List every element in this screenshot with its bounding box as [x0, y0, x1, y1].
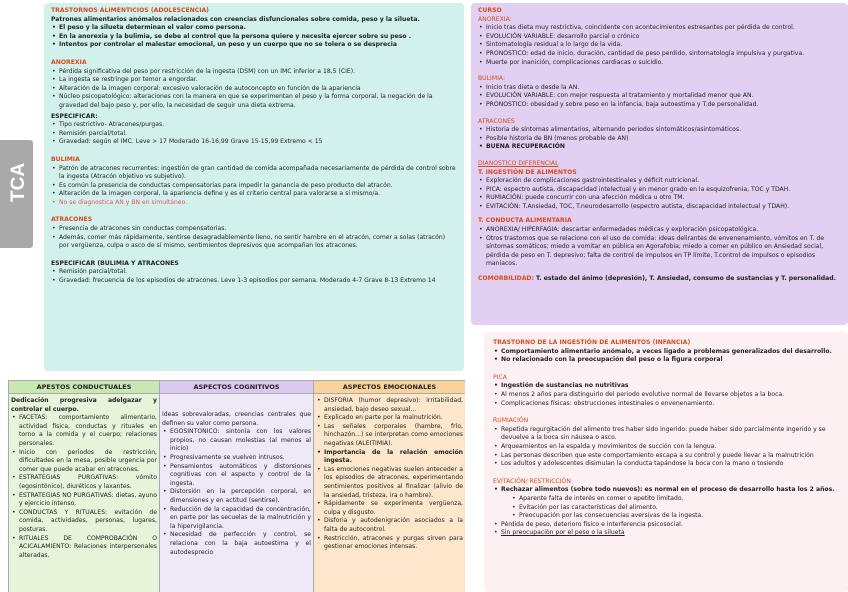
- list-item: • Progresivamente se vuelven intrusos.: [162, 454, 311, 463]
- list-item: • Núcleo psicopatológico: alteraciones con la manera en que se experimentan el peso y la forma corporal, la negación de la gravedad del bajo peso y, por ello, la necesidad de seguir una dieta extrema.: [51, 93, 457, 110]
- list-item: • EVOLUCIÓN VARIABLE: desarrollo parcial o crónico: [478, 33, 841, 42]
- list-item: • Tipo restrictivo- Atracones/purgas.: [51, 121, 457, 130]
- conductual-list: [11, 414, 157, 560]
- list-item: • Gravedad: frecuencia de los episodios de atracones. Leve 1-3 episodios por semana. Moderado 4-7 Grave 8-13 Extremo 14: [51, 277, 457, 286]
- list-item: • Rechazar alimentos (sobre todo nuevos): es normal en el proceso de desarrollo hasta los 2 años.: [493, 486, 839, 495]
- list-item: • EVITACIÓN: T.Ansiedad, TOC, T.neurodesarrollo (espectro autista, discapacidad intelectual y TDAH).: [478, 203, 841, 212]
- list-item: • Historia de síntomas alimentarios, alternando periodos sintomáticos/asintomáticos.: [478, 126, 841, 135]
- dx-subtitle: T. INGESTIÓN DE ALIMENTOS: [478, 168, 577, 176]
- evitacion-title: EVITACIÓN/ RESTRICCIÓN: [493, 477, 571, 485]
- list-item: • Las señales corporales (hambre, frío, hinchazón...) se interpretan como emociones negativas (ALEITIMIA).: [316, 423, 463, 449]
- list-item: • ESTRATEGIAS NO PURGATIVAS: dietas, ayuno y ejercicio intenso.: [11, 492, 157, 509]
- list-item: • Pensamientos automáticos y distorsiones cognitivas con el aspecto y control de la ingesta.: [162, 463, 311, 489]
- list-item: • En la anorexia y la bulimia, se debe al control que la persona quiere y necesita ejercer sobre su peso .: [51, 33, 457, 42]
- list-item: • Complicaciones físicas: obstrucciones intestinales o envenenamiento.: [493, 400, 839, 409]
- dx-title: DIANOSTICO DIFERENCIAL: [478, 159, 559, 167]
- emocional-column: [314, 381, 465, 592]
- list-item: • Ingestión de sustancias no nutritivas: [493, 382, 839, 391]
- curso-anorexia-title: ANOREXIA:: [478, 15, 512, 23]
- list-item: • Los adultos y adolescentes disimulan la conducta tapándose la boca con la mano o tosiendo: [493, 460, 839, 469]
- curso-atracones-title: ATRACONES: [478, 117, 515, 125]
- list-item: • Aparente falta de interés en comer o apetito limitado.: [511, 495, 839, 504]
- list-item: • CONDUCTAS Y RITUALES: evitación de comida, actividades, personas, lugares, posturas.: [11, 509, 157, 535]
- anorexia-title: ANOREXIA: [51, 58, 87, 66]
- list-item: • Muerte por inanición, complicaciones cardiacas o suicidio.: [478, 59, 841, 68]
- tca-side-tab[interactable]: [0, 140, 33, 248]
- list-item: • Reducción de la capacidad de concentración, en parte por las secuelas de la malnutrición y la hipervigilancia.: [162, 506, 311, 532]
- especificar2-title: ESPECIFICAR (BULIMIA Y ATRACONES: [51, 259, 179, 267]
- list-item: • RITUALES DE COMPROBACIÓN O ACICALAMIENTO: Relaciones interpersonales alteradas.: [11, 535, 157, 561]
- atracones-title: ATRACONES: [51, 216, 93, 224]
- list-item: • El peso y la silueta determinan el valor como persona.: [51, 24, 457, 33]
- aspects-table: [8, 380, 465, 592]
- curso-anorexia-list: [478, 24, 841, 67]
- list-item: • Patrón de atracones recurrentes: ingestión de gran cantidad de comida acompañada necesariamente de pérdida de control sobre la ingesta (Atracón objetivo vs subjetivo).: [51, 165, 457, 182]
- anorexia-list: [51, 68, 457, 111]
- list-item: • Alteración de la imagen corporal, la apariencia define y es el criterio central para valorarse a sí mismo/a.: [51, 190, 457, 199]
- list-item: • Las personas describen que este comportamiento escapa a su control y puede llevar a la malnutrición: [493, 452, 839, 461]
- conductual-column: [9, 381, 160, 592]
- curso-bulimia-title: BULIMIA:: [478, 75, 506, 83]
- pica-title: PICA: [493, 373, 507, 381]
- list-item: • Pérdida significativa del peso por restricción de la ingesta (DSM) con un IMC inferior a 18,5 (CIE).: [51, 68, 457, 77]
- list-item: • Además, comer más rápidamente, sentirse desagradablemente lleno, no sentir hambre en el atracón, comer a solas (atracón) por vergüenza, culpa o asco de sí mismo, sentimientos depresivos que acompañan los atracones.: [51, 234, 457, 251]
- list-item: • Las emociones negativas suelen anteceder a los episodios de atracones, experimentando sentimientos positivos al finalizar (alivio de la ansiedad, tristeza, ira o hambre).: [316, 466, 463, 500]
- rumiacion-list: [493, 426, 839, 469]
- conductual-header: APESTOS CONDUCTUALES: [9, 381, 159, 394]
- list-item: • Evitación por las características del alimento.: [511, 504, 839, 513]
- list-item: • DISFORIA (humor depresivo): irritabilidad, ansiedad, bajo deseo sexual...: [316, 397, 463, 414]
- list-item: • ANOREXIA/ HIPERFAGIA: descartar enfermedades médicas y exploración psicopatológica.: [478, 226, 841, 235]
- list-item: • Restricción, atracones y purgas sirven para gestionar emociones intensas.: [316, 535, 463, 552]
- list-item: • Pérdida de peso, deterioro físico e interferencia psicosocial.: [493, 521, 839, 530]
- curso-panel: [471, 3, 848, 325]
- dx-list: [478, 177, 841, 211]
- rumiacion-title: RUMIACIÓN: [493, 417, 529, 425]
- list-item: • Al menos 2 años para distinguirlo del periodo evolutivo normal de llevarse objetos a la boca.: [493, 391, 839, 400]
- list-item: • Comportamiento alimentario anómalo, a veces ligado a problemas generalizados del desarrollo.: [493, 348, 839, 357]
- list-item: • Inicio con periodos de restricción, dificultades en la mesa, posible urgencia por comer que puede acabar en atracones.: [11, 449, 157, 475]
- bulimia-list: [51, 165, 457, 208]
- list-item: • PICA: espectro autista, discapacidad intelectual y en menor grado en la esquizofrenia, TOC y TDAH.: [478, 186, 841, 195]
- list-item: • Sin preocupación por el peso o la silueta: [493, 529, 839, 538]
- list-item: • Repetida regurgitación del alimento tres haber sido ingerido: puede haber sido parcialmente ingerido y se devuelve a la boca sin náusea o asco.: [493, 426, 839, 443]
- list-item: • Otros trastornos que se relacione con el uso de comida: ideas delirantes de envenenamiento, vómitos en T. de síntomas somáticos; miedo a vomitar en pública en Agorafobia; miedo a comer en público en Ansiedad social, pérdida de peso en T. depresivo; falta de control de impulsos en TP límite, T.control de impulsos o episodios maniacos.: [478, 235, 841, 269]
- especificar-title: ESPECIFICAR:: [51, 112, 98, 120]
- evitacion-list: [493, 486, 839, 495]
- conducta-list: [478, 226, 841, 269]
- list-item: • Remisión parcial/total.: [51, 268, 457, 277]
- list-item: • Presencia de atracones sin conductas compensatorias.: [51, 225, 457, 234]
- list-item: • Posible historia de BN (menos probable de AN): [478, 135, 841, 144]
- list-item: • Intentos por controlar el malestar emocional, un peso y un cuerpo que no se tolera o se desprecia: [51, 41, 457, 50]
- list-item: • Inicio tras dieta o desde la AN.: [478, 84, 841, 93]
- evitacion-sublist: [493, 495, 839, 521]
- list-item: • RUMIACIÓN: puede concurrir con una afección médica u otro TM.: [478, 194, 841, 203]
- list-item: • Es común la presencia de conductas compensatorias para impedir la ganancia de peso producto del atracón.: [51, 182, 457, 191]
- list-item: • PRONOSTICO: obesidad y sobre peso en la infancia, baja autoestima y T.de personalidad.: [478, 101, 841, 110]
- evitacion-tail-list: [493, 521, 839, 538]
- list-item: • Alteración de la imagen corporal: excesivo valoración de autoconcepto en función de la apariencia: [51, 85, 457, 94]
- list-item: • Necesidad de perfección y control, se relaciona con la baja autoestima y el autodesprecio: [162, 531, 311, 557]
- tca-tab-label: TCA: [8, 162, 29, 202]
- curso-title: CURSO: [478, 7, 502, 14]
- curso-bulimia-list: [478, 84, 841, 110]
- tca-title: TRASTORNOS ALIMENTICIOS (ADOLESCENCIA): [51, 7, 209, 14]
- comorbilidad-text: T. estado del ánimo (depresión), T. Ansiedad, consumo de sustancias y T. personalidad.: [536, 275, 836, 283]
- list-item: • PRONOSTICO: edad de inicio, duración, cantidad de peso perdido, sintomatología impulsiva y purgativa.: [478, 50, 841, 59]
- cognitivo-header: ASPECTOS COGNITIVOS: [160, 381, 313, 394]
- tca-panel: [44, 3, 464, 371]
- infancia-panel: [484, 332, 848, 592]
- list-item: • Inicio tras dieta muy restrictiva, coincidente con acontecimientos estresantes por pérdida de control.: [478, 24, 841, 33]
- tca-intro: Patrones alimentarios anómalos relacionados con creencias disfuncionales sobre comida, peso y la silueta.: [51, 15, 420, 23]
- list-item: • Remisión parcial/total.: [51, 130, 457, 139]
- list-item: • La ingesta se restringe por temor a engordar.: [51, 76, 457, 85]
- list-item: • Importancia de la relación emoción ingesta.: [316, 449, 463, 466]
- conducta-title: T. CONDUCTA ALIMENTARIA: [478, 217, 572, 225]
- conductual-intro: Dedicación progresiva adelgazar y controlar el cuerpo.: [11, 397, 157, 413]
- cognitivo-intro: Ideas sobrevaloradas, creencias centrales que definen su valor como persona.: [162, 411, 311, 427]
- list-item: • Sintomatología residual a lo largo de la vida.: [478, 41, 841, 50]
- list-item: • Exploración de complicaciones gastrointestinales y déficit nutricional.: [478, 177, 841, 186]
- list-item: • No se diagnostica AN y BN en simultáneo.: [51, 199, 457, 208]
- infancia-title: TRASTORNO DE LA INGESTIÓN DE ALIMENTOS (INFANCIA): [493, 339, 691, 346]
- list-item: • Rápidamente se experimenta vergüenza, culpa y disgusto.: [316, 500, 463, 517]
- list-item: • No relacionado con la preocupación del peso o la figura corporal: [493, 356, 839, 365]
- pica-list: [493, 382, 839, 408]
- infancia-intro-list: [493, 348, 839, 365]
- emocional-header: ASPECTOS EMOCIONALES: [314, 381, 465, 394]
- list-item: • BUENA RECUPERACIÓN: [478, 143, 841, 152]
- emocional-list: [316, 397, 463, 552]
- comorbilidad: [478, 275, 841, 284]
- especificar2-list: [51, 268, 457, 285]
- list-item: • Disforia y autodenigración asociados a la falta de autocontrol.: [316, 517, 463, 534]
- curso-atracones-list: [478, 126, 841, 152]
- list-item: • Arqueamientos en la espalda y movimientos de succión con la lengua.: [493, 443, 839, 452]
- especificar-list: [51, 121, 457, 147]
- bulimia-title: BULIMIA: [51, 155, 80, 163]
- list-item: • ESTRATEGIAS PURGATIVAS: vómito (egosintónico), diuréticos y laxantes.: [11, 474, 157, 491]
- comorbilidad-label: COMORBILIDAD:: [478, 275, 534, 283]
- cognitivo-column: [160, 381, 314, 592]
- tca-intro-list: [51, 24, 457, 50]
- atracones-list: [51, 225, 457, 251]
- list-item: • Gravedad: según el IMC. Leve > 17 Moderado 16-16,99 Grave 15-15,99 Extremo < 15: [51, 138, 457, 147]
- list-item: • EVOLUCIÓN VARIABLE: con mejor respuesta al tratamiento y mortalidad menor que AN.: [478, 92, 841, 101]
- cognitivo-list: [162, 428, 311, 557]
- list-item: • Distorsión en la percepción corporal, en dimensiones y en actitud (sentirse).: [162, 488, 311, 505]
- list-item: • FACETAS: comportamiento alimentario, actividad física, conductas y rituales en torno a la comida y el cuerpo; relaciones personales.: [11, 414, 157, 448]
- list-item: • EGOSINTONICO: sintonía con los valores propios, no causan molestias (al menos al inicio): [162, 428, 311, 454]
- list-item: • Preocupación por las consecuencias aversivas de la ingesta.: [511, 512, 839, 521]
- list-item: • Explicado en parte por la malnutrición.: [316, 414, 463, 423]
